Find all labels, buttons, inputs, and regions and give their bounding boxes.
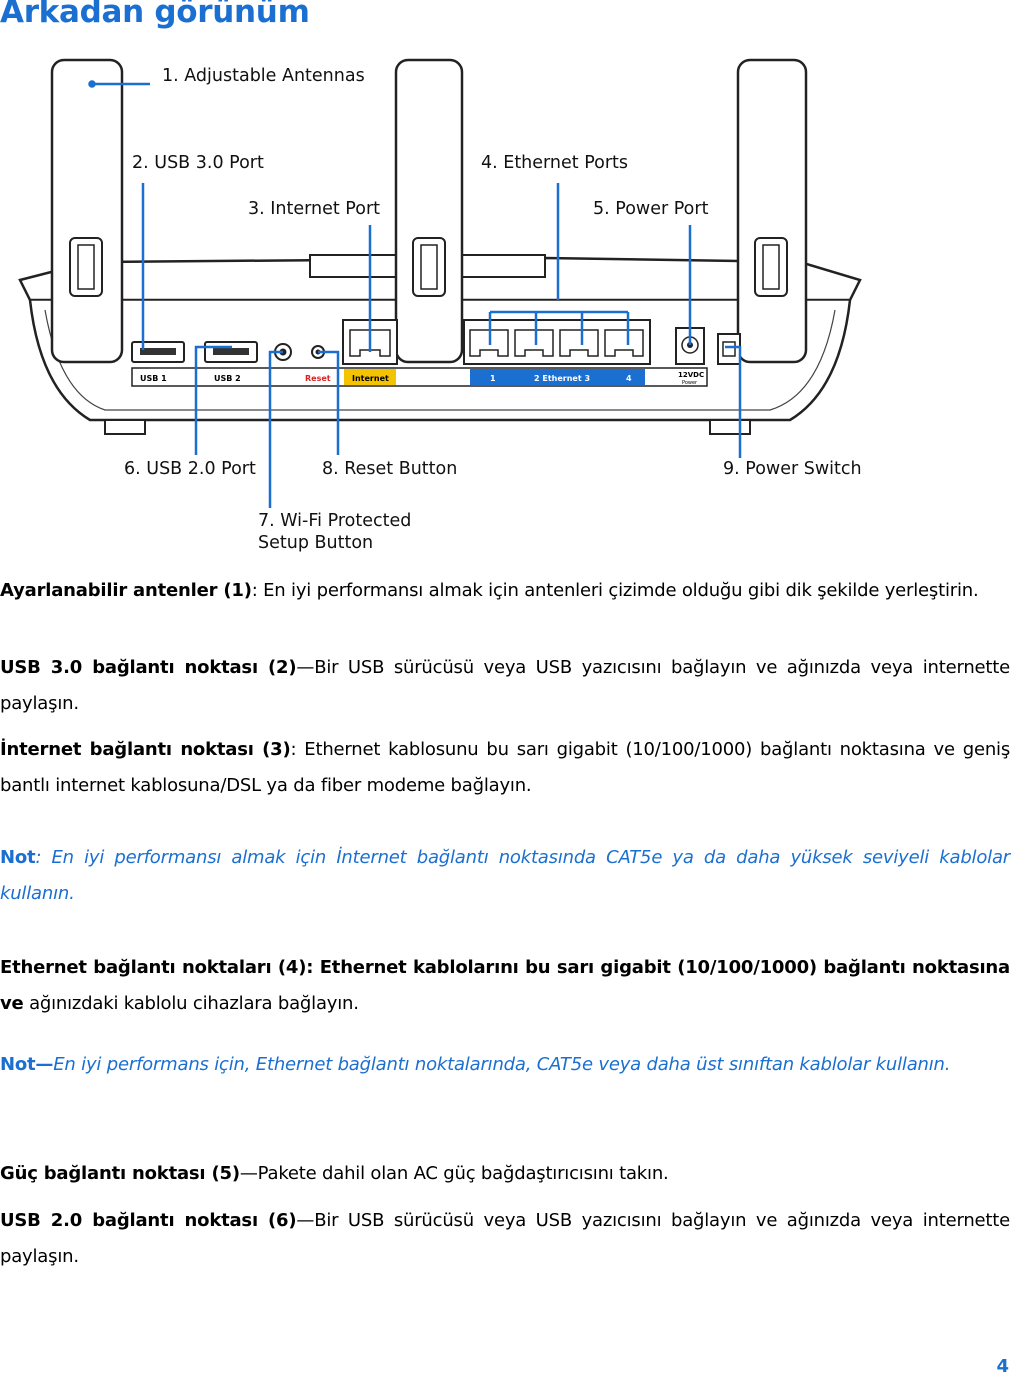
antenna-left — [52, 60, 122, 362]
note-text: : En iyi performansı almak için İnternet bağlantı noktasında CAT5e ya da daha yüksek seviyeli kablolar kullanın. — [0, 847, 1010, 904]
description: —Bir USB sürücüsü veya USB yazıcısını bağlayın ve ağınızda veya internette paylaşın. — [0, 657, 1011, 714]
label-12vdc: 12VDC — [678, 371, 705, 379]
paragraph-power-port — [0, 1156, 1010, 1192]
label-eth4: 4 — [626, 374, 632, 383]
label-power: Power — [682, 380, 698, 386]
paragraph-internet-port — [0, 732, 1010, 804]
term: USB 2.0 bağlantı noktası (6) — [0, 1210, 297, 1231]
description: ağınızdaki kablolu cihazlara bağlayın. — [23, 993, 359, 1014]
note-internet-cable — [0, 840, 1010, 912]
term: Güç bağlantı noktası (5) — [0, 1163, 240, 1184]
note-label: Not — [0, 847, 36, 868]
callout-ethernet-ports: 4. Ethernet Ports — [481, 153, 629, 173]
callout-antennas: 1. Adjustable Antennas — [162, 66, 365, 86]
term: Ethernet bağlantı noktaları (4): Ethernet kablolarını bu sarı gigabit (10/100/1000) bağlantı noktasına ve — [0, 957, 1010, 1014]
term: İnternet bağlantı noktası (3) — [0, 739, 291, 760]
callout-internet-port: 3. Internet Port — [248, 199, 381, 219]
description: —Bir USB sürücüsü veya USB yazıcısını bağlayın ve ağınızda veya internette paylaşın. — [0, 1210, 1011, 1267]
note-text: En iyi performans için, Ethernet bağlantı noktalarında, CAT5e veya daha üst sınıftan kablolar kullanın. — [53, 1054, 951, 1075]
antenna-right — [738, 60, 806, 362]
router-rear-view-figure — [0, 48, 1013, 558]
callout-usb3: 2. USB 3.0 Port — [132, 153, 264, 173]
label-eth23: 2 Ethernet 3 — [534, 374, 591, 383]
note-label: Not— — [0, 1054, 54, 1075]
paragraph-ethernet-ports — [0, 950, 1010, 1022]
callout-reset: 8. Reset Button — [322, 459, 458, 479]
paragraph-usb3 — [0, 650, 1010, 722]
page-number: 4 — [996, 1356, 1009, 1377]
label-reset: Reset — [305, 374, 331, 383]
label-usb1: USB 1 — [140, 374, 167, 383]
label-usb2: USB 2 — [214, 374, 241, 383]
term: Ayarlanabilir antenler (1) — [0, 580, 252, 601]
router-illustration — [0, 48, 1013, 558]
callout-usb2: 6. USB 2.0 Port — [124, 459, 256, 479]
callout-power-port: 5. Power Port — [593, 199, 709, 219]
page-title: Arkadan görünüm — [0, 0, 310, 30]
paragraph-antennas — [0, 573, 1010, 609]
label-eth1: 1 — [490, 374, 496, 383]
term: USB 3.0 bağlantı noktası (2) — [0, 657, 297, 678]
label-internet: Internet — [352, 374, 389, 383]
note-ethernet-cable — [0, 1047, 1010, 1083]
description: —Pakete dahil olan AC güç bağdaştırıcısını takın. — [239, 1163, 669, 1184]
callout-wps: 7. Wi-Fi Protected Setup Button — [258, 511, 412, 553]
description: : Ethernet kablosunu bu sarı gigabit (10/100/1000) bağlantı noktasına ve geniş bantlı internet kablosuna/DSL ya da fiber modeme bağlayın. — [0, 739, 1011, 796]
paragraph-usb2 — [0, 1203, 1010, 1275]
antenna-center — [396, 60, 462, 362]
description: : En iyi performansı almak için antenleri çizimde olduğu gibi dik şekilde yerleştirin. — [251, 580, 979, 601]
callout-power-switch: 9. Power Switch — [723, 459, 862, 479]
